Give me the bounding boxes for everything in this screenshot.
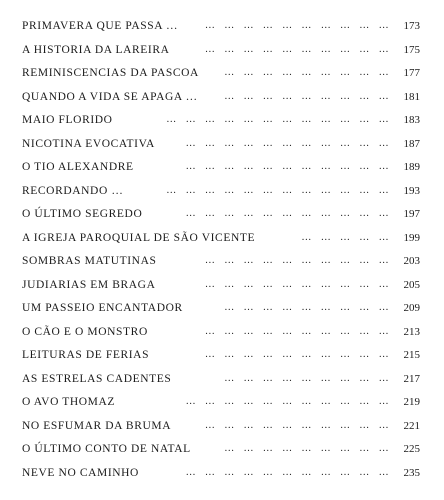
toc-entry-title: UM PASSEIO ENCANTADOR xyxy=(22,302,183,314)
toc-entry-title: O TIO ALEXANDRE xyxy=(22,161,134,173)
toc-entry xyxy=(22,276,420,294)
toc-entry-page-number: 219 xyxy=(403,396,420,408)
toc-entry-page-number: 197 xyxy=(403,208,420,220)
toc-entry-leader: … … … … … … … … … … xyxy=(204,278,392,290)
toc-entry-title: MAIO FLORIDO xyxy=(22,114,113,126)
toc-entry-page-number: 215 xyxy=(403,349,420,361)
toc-entry-title: QUANDO A VIDA SE APAGA … xyxy=(22,90,198,103)
toc-entry xyxy=(22,88,420,106)
toc-entry xyxy=(22,17,420,35)
toc-entry-title: O AVO THOMAZ xyxy=(22,396,116,408)
toc-entry-leader: … … … … … … … … … … xyxy=(204,325,392,337)
toc-entry-leader: … … … … … … … … … xyxy=(224,67,392,78)
toc-entry-leader: … … … … … … … … … xyxy=(224,372,392,384)
toc-entry-title: NO ESFUMAR DA BRUMA xyxy=(22,419,172,432)
toc-entry-title: NICOTINA EVOCATIVA xyxy=(22,137,155,150)
toc-entry-leader: … … … … … … … … … … … … xyxy=(166,184,392,196)
toc-entry-page-number: 173 xyxy=(403,20,420,32)
toc-entry xyxy=(22,323,420,341)
toc-entry-page-number: 193 xyxy=(403,184,420,197)
toc-entry-page-number: 213 xyxy=(403,325,420,338)
toc-entry-title: JUDIARIAS EM BRAGA xyxy=(22,278,156,291)
toc-entry-leader: … … … … … … … … … … xyxy=(204,43,392,55)
toc-entry-page-number: 225 xyxy=(403,443,420,455)
toc-entry-leader: … … … … … … … … … … … xyxy=(185,161,392,172)
toc-entry-leader: … … … … … … … … … … xyxy=(204,255,392,266)
toc-entry-leader: … … … … … … … … … … … xyxy=(185,466,392,478)
toc-entry-leader: … … … … … … … … … … xyxy=(204,419,392,431)
toc-entry-leader: … … … … … … … … … … xyxy=(204,349,392,360)
toc-entry-leader: … … … … … … … … … … … xyxy=(185,396,392,407)
toc-entry-page-number: 187 xyxy=(403,137,420,150)
toc-entry-page-number: 221 xyxy=(403,419,420,432)
toc-entry-title: O CÃO E O MONSTRO xyxy=(22,325,148,338)
toc-entry-page-number: 181 xyxy=(403,90,420,103)
toc-entry xyxy=(22,440,420,458)
toc-entry-title: SOMBRAS MATUTINAS xyxy=(22,255,157,267)
toc-entry-title: REMINISCENCIAS DA PASCOA xyxy=(22,67,199,79)
toc-entry-title: RECORDANDO … xyxy=(22,184,124,197)
toc-entry-page-number: 183 xyxy=(403,114,420,126)
toc-entry xyxy=(22,417,420,435)
toc-entry-page-number: 177 xyxy=(403,67,420,79)
toc-entry xyxy=(22,182,420,200)
toc-entry xyxy=(22,158,420,176)
toc-entry-title: PRIMAVERA QUE PASSA … xyxy=(22,20,179,32)
toc-entry-title: AS ESTRELAS CADENTES xyxy=(22,372,172,385)
toc-entry xyxy=(22,64,420,82)
toc-entry-page-number: 217 xyxy=(403,372,420,385)
toc-entry-leader: … … … … … … … … … … … … xyxy=(166,114,392,125)
toc-entry xyxy=(22,205,420,223)
toc-entry-title: O ÚLTIMO SEGREDO xyxy=(22,208,143,220)
toc-entry xyxy=(22,135,420,153)
toc-entry-page-number: 235 xyxy=(403,466,420,479)
toc-entry xyxy=(22,370,420,388)
toc-entry-page-number: 175 xyxy=(403,43,420,56)
toc-entry-page-number: 209 xyxy=(403,302,420,314)
toc-entry-page-number: 205 xyxy=(403,278,420,291)
toc-entry-leader: … … … … … … … … … xyxy=(224,302,392,313)
toc-entry-leader: … … … … … … … … … … … xyxy=(185,208,392,219)
toc-entry-title: NEVE NO CAMINHO xyxy=(22,466,139,479)
toc-entry-title: O ÚLTIMO CONTO DE NATAL xyxy=(22,443,191,455)
toc-entry xyxy=(22,393,420,411)
toc-entry-leader: … … … … … xyxy=(301,231,392,243)
toc-entry-page-number: 203 xyxy=(403,255,420,267)
toc-entry-title: LEITURAS DE FERIAS xyxy=(22,349,150,361)
toc-entry xyxy=(22,299,420,317)
toc-entry xyxy=(22,229,420,247)
toc-entry-leader: … … … … … … … … … xyxy=(224,90,392,102)
toc-entry-leader: … … … … … … … … … xyxy=(224,443,392,454)
toc-entry-leader: … … … … … … … … … … xyxy=(204,20,392,31)
toc-entry-title: A HISTORIA DA LAREIRA xyxy=(22,43,170,56)
toc-entry-leader: … … … … … … … … … … … xyxy=(185,137,392,149)
toc-entry-page-number: 189 xyxy=(403,161,420,173)
toc-entry xyxy=(22,464,420,482)
toc-entry-title: A IGREJA PAROQUIAL DE SÃO VICENTE xyxy=(22,231,256,244)
toc-entry-page-number: 199 xyxy=(403,231,420,244)
toc-entry xyxy=(22,346,420,364)
toc-entry xyxy=(22,111,420,129)
toc-entry xyxy=(22,41,420,59)
toc-entry xyxy=(22,252,420,270)
